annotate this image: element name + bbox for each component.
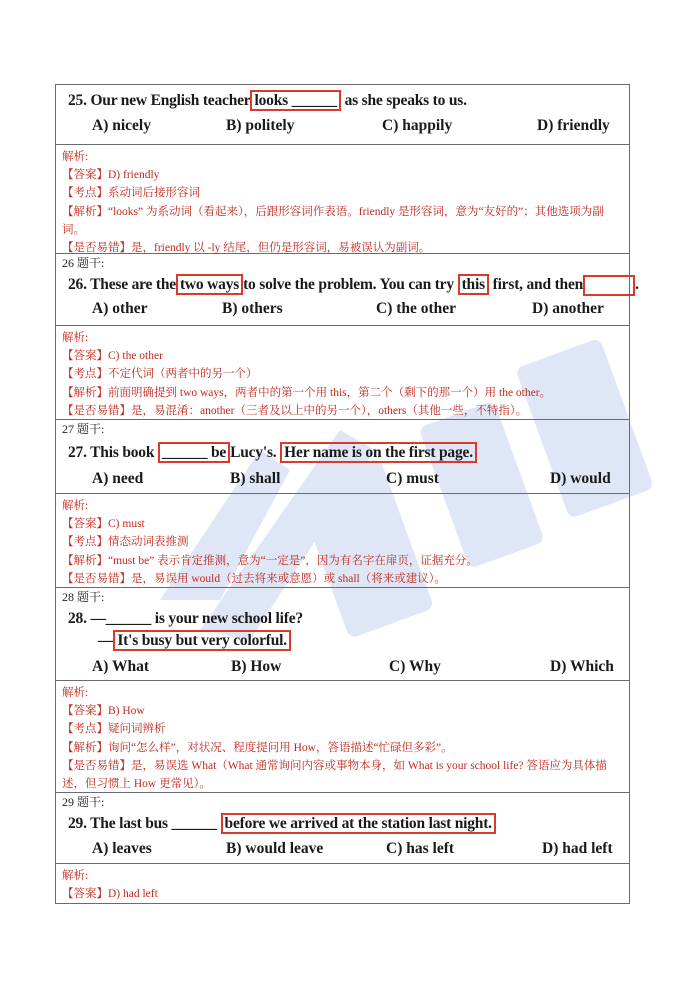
option-c: C) has left xyxy=(386,840,455,857)
highlight-box: Her name is on the first page. xyxy=(280,442,477,463)
option-a: A) need xyxy=(92,470,144,487)
highlight-box: two ways xyxy=(176,274,243,295)
highlight-box: It's busy but very colorful. xyxy=(113,630,291,651)
question-25-options xyxy=(56,117,629,139)
question-26-text: 26. These are the two ways to solve the problem. You can try this first, and then . xyxy=(68,275,639,296)
option-b: B) others xyxy=(222,300,283,317)
highlight-box: ______ be xyxy=(158,442,230,463)
option-c: C) happily xyxy=(382,117,453,134)
question-26-stem: 26 题干: 26. These are the two ways to solve the problem. You can try this first, and then . A) other B) others C) the other D) another xyxy=(56,254,629,326)
question-27-analysis: 解析: 【答案】C) must 【考点】情态动词表推测 【解析】“must be” 表示肯定推测，意为“一定是”，因为有名字在扉页，证据充分。 【是否易错】是，易误用 would（过去将来或意愿）或 shall（将来或建议）。 xyxy=(56,494,629,588)
option-b: B) would leave xyxy=(226,840,324,857)
option-c: C) must xyxy=(386,470,439,487)
option-d: D) Which xyxy=(550,658,614,675)
question-28-stem: 28 题干: 28. —______ is your new school life? — It's busy but very colorful. A) What B) How C) Why D) Which xyxy=(56,588,629,681)
question-26-analysis: 解析: 【答案】C) the other 【考点】不定代词（两者中的另一个） 【解析】前面明确提到 two ways，两者中的第一个用 this，第二个（剩下的那一个）用 the other。 【是否易错】是，易混淆：another（三者及以上中的另一个），others（其他一些，不特指）。 xyxy=(56,326,629,420)
question-27-options xyxy=(56,470,629,492)
question-sheet xyxy=(55,84,639,904)
question-29-analysis: 解析: 【答案】D) had left xyxy=(56,864,629,904)
option-d: D) would xyxy=(550,470,611,487)
question-29-text: 29. The last bus ______ before we arrived at the station last night. xyxy=(68,815,496,833)
option-a: A) other xyxy=(92,300,148,317)
option-d: D) friendly xyxy=(537,117,610,134)
option-a: A) What xyxy=(92,658,149,675)
question-25-stem xyxy=(56,85,629,145)
answer-blank-box xyxy=(583,275,635,296)
question-29-options xyxy=(56,840,629,862)
option-d: D) had left xyxy=(542,840,613,857)
question-28-analysis: 解析: 【答案】B) How 【考点】疑问词辨析 【解析】询问“怎么样”，对状况、程度提问用 How，答语描述“忙碌但多彩”。 【是否易错】是，易误选 What（What 通常询问内容或事物本身，如 What is your school life? 答语应为具体描述，但习惯上 How 更常见）。 xyxy=(56,681,629,793)
question-25-text: 25. Our new English teacher looks ______ as she speaks to us. xyxy=(68,92,467,109)
question-26-options xyxy=(56,300,629,322)
option-c: C) the other xyxy=(376,300,457,317)
option-a: A) leaves xyxy=(92,840,152,857)
highlight-box: looks ______ xyxy=(250,90,340,111)
question-25-analysis: 解析: 【答案】D) friendly 【考点】系动词后接形容词 【解析】“looks” 为系动词（看起来），后跟形容词作表语。friendly 是形容词，意为“友好的”；其他选项为副词。 【是否易错】是，friendly 以 -ly 结尾，但仍是形容词，易被误认为副词。 xyxy=(56,145,629,254)
question-28-text: 28. —______ is your new school life? xyxy=(68,610,303,627)
question-28-answer-line: — It's busy but very colorful. xyxy=(98,632,291,650)
highlight-box: this xyxy=(458,274,489,295)
question-27-text: 27. This book ______ be Lucy's. Her name is on the first page. xyxy=(68,444,477,462)
option-d: D) another xyxy=(532,300,604,317)
option-c: C) Why xyxy=(389,658,441,675)
option-a: A) nicely xyxy=(92,117,151,134)
option-b: B) How xyxy=(231,658,282,675)
question-28-options xyxy=(56,658,629,680)
highlight-box: before we arrived at the station last night. xyxy=(221,813,496,834)
question-29-stem: 29 题干: 29. The last bus ______ before we arrived at the station last night. A) leaves B) would leave C) has left D) had left xyxy=(56,793,629,864)
option-b: B) shall xyxy=(230,470,281,487)
option-b: B) politely xyxy=(226,117,295,134)
question-27-stem: 27 题干: 27. This book ______ be Lucy's. Her name is on the first page. A) need B) shall C) must D) would xyxy=(56,420,629,494)
